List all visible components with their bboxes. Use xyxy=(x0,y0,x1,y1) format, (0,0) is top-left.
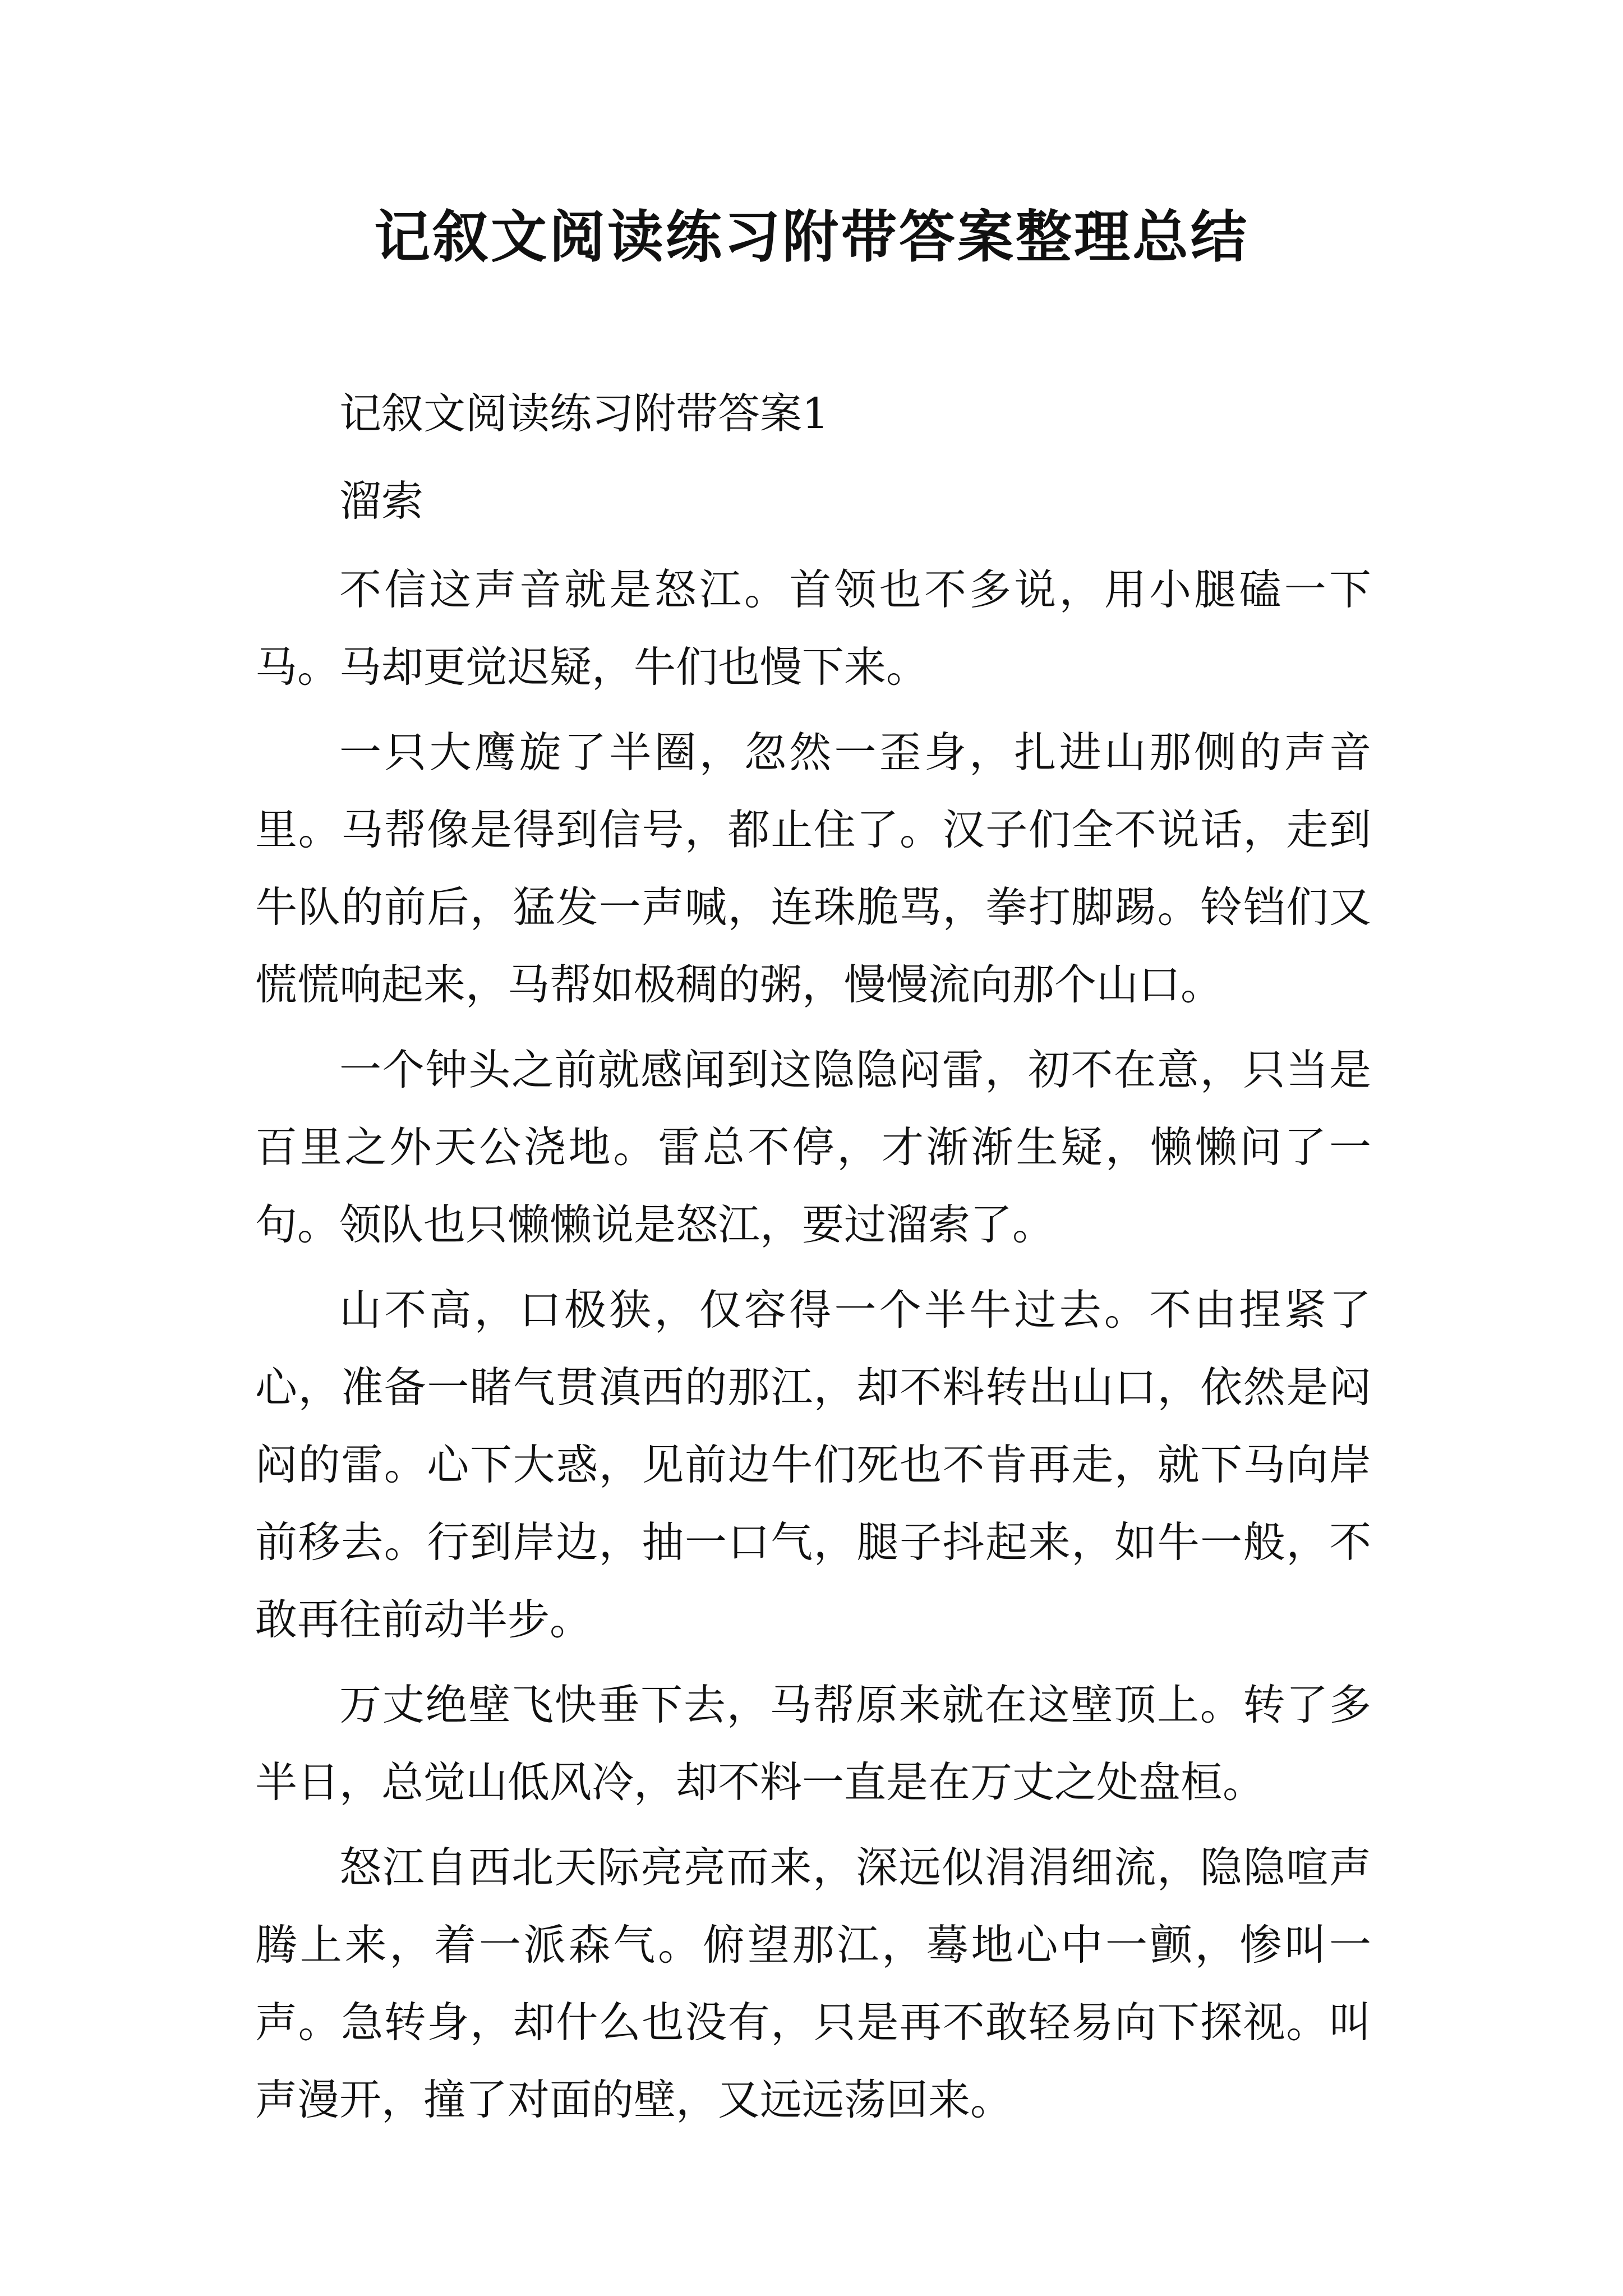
document-title: 记叙文阅读练习附带答案整理总结 xyxy=(374,204,1249,270)
body-paragraph: 不信这声音就是怒江。首领也不多说，用小腿磕一下马。马却更觉迟疑，牛们也慢下来。 xyxy=(255,565,1371,692)
story-title: 溜索 xyxy=(339,476,424,526)
body-paragraph: 一个钟头之前就感闻到这隐隐闷雷，初不在意，只当是百里之外天公浇地。雷总不停，才渐渐生疑，懒懒问了一句。领队也只懒懒说是怒江，要过溜索了。 xyxy=(255,1045,1371,1249)
body-paragraph: 万丈绝壁飞快垂下去，马帮原来就在这壁顶上。转了多半日，总觉山低风冷，却不料一直是在万丈之处盘桓。 xyxy=(255,1680,1371,1807)
body-paragraph: 一只大鹰旋了半圈，忽然一歪身，扎进山那侧的声音里。马帮像是得到信号，都止住了。汉子们全不说话，走到牛队的前后，猛发一声喊，连珠脆骂，拳打脚踢。铃铛们又慌慌响起来，马帮如极稠的粥，慢慢流向那个山口。 xyxy=(255,728,1371,1009)
section-heading: 记叙文阅读练习附带答案1 xyxy=(339,389,829,438)
document-body xyxy=(255,375,1371,2146)
body-paragraph: 怒江自西北天际亮亮而来，深远似涓涓细流，隐隐喧声腾上来，着一派森气。俯望那江，蓦地心中一颤，惨叫一声。急转身，却什么也没有，只是再不敢轻易向下探视。叫声漫开，撞了对面的壁，又远远荡回来。 xyxy=(255,1843,1371,2124)
body-paragraph: 山不高，口极狭，仅容得一个半牛过去。不由捏紧了心，准备一睹气贯滇西的那江，却不料转出山口，依然是闷闷的雷。心下大惑，见前边牛们死也不肯再走，就下马向岸前移去。行到岸边，抽一口气，腿子抖起来，如牛一般，不敢再往前动半步。 xyxy=(255,1285,1371,1644)
